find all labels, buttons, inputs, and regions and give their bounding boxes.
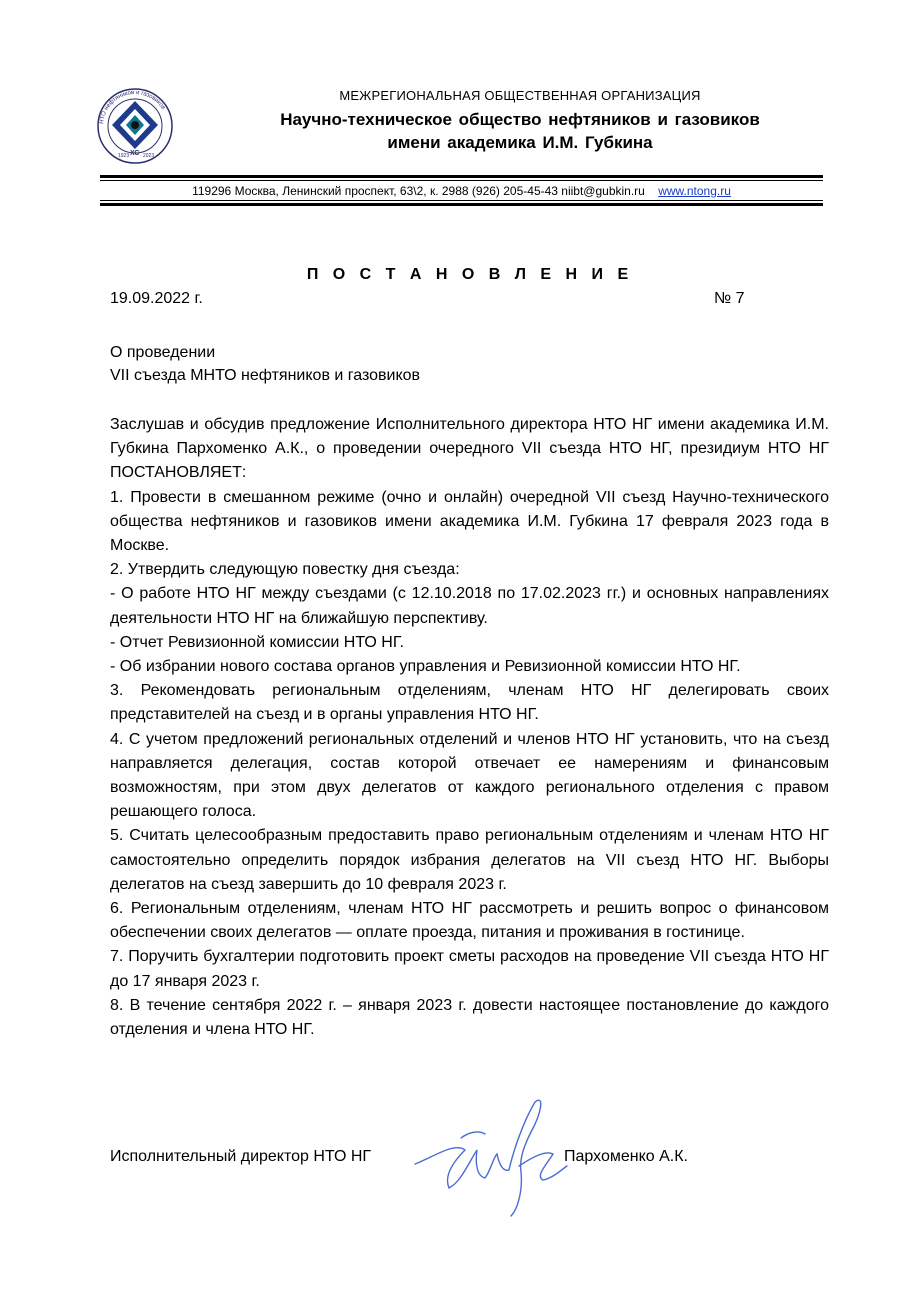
handwritten-signature bbox=[405, 1092, 590, 1222]
paragraph: 8. В течение сентября 2022 г. – января 2023 г. довести настоящее постановление до каждого отделения и члена НТО НГ. bbox=[110, 996, 829, 1039]
organization-type: МЕЖРЕГИОНАЛЬНАЯ ОБЩЕСТВЕННАЯ ОРГАНИЗАЦИЯ bbox=[339, 88, 701, 103]
signatory-role: Исполнительный директор НТО НГ bbox=[110, 1148, 372, 1165]
paragraph: - Отчет Ревизионной комиссии НТО НГ. bbox=[110, 633, 404, 651]
organization-name-line1: Научно-техническое общество нефтяников и газовиков bbox=[280, 110, 760, 129]
subject-line1: О проведении bbox=[110, 344, 216, 361]
document-subject bbox=[110, 341, 420, 387]
subject-line2: VII съезда МНТО нефтяников и газовиков bbox=[110, 367, 421, 384]
paragraph: 2. Утвердить следующую повестку дня съезда: bbox=[110, 561, 460, 579]
header-rule-top-thin bbox=[100, 180, 823, 181]
header-rule-top-thick bbox=[100, 175, 823, 178]
website-link[interactable]: www.ntong.ru bbox=[658, 184, 731, 198]
document-title: П О С Т А Н О В Л Е Н И Е bbox=[306, 266, 634, 283]
organization-name bbox=[230, 108, 810, 154]
signatory-name: Пархоменко А.К. bbox=[564, 1148, 688, 1165]
header-rule-bottom-thick bbox=[100, 203, 823, 206]
paragraph: - Об избрании нового состава органов управления и Ревизионной комиссии НТО НГ. bbox=[110, 658, 741, 676]
organization-logo bbox=[96, 87, 174, 165]
svg-text:ХС: ХС bbox=[130, 150, 140, 157]
document-date: 19.09.2022 г. bbox=[110, 290, 203, 307]
paragraph: 7. Поручить бухгалтерии подготовить проект сметы расходов на проведение VII съезда НТО НГ до 17 января 2023 г. bbox=[110, 948, 829, 990]
document-number: № 7 bbox=[714, 290, 745, 307]
document-body bbox=[110, 413, 829, 1042]
svg-text:2023: 2023 bbox=[143, 153, 155, 159]
paragraph: 1. Провести в смешанном режиме (очно и онлайн) очередной VII съезд Научно-технического общества нефтяников и газовиков имени академика И.М. Губкина 17 февраля 2023 года в Москве. bbox=[110, 488, 829, 555]
paragraph: - О работе НТО НГ между съездами (с 12.10.2018 по 17.02.2023 гг.) и основных направлениях деятельности НТО НГ на ближайшую перспективу. bbox=[110, 585, 829, 627]
paragraph: 3. Рекомендовать региональным отделениям, членам НТО НГ делегировать своих представителей на съезд и в органы управления НТО НГ. bbox=[110, 682, 829, 724]
paragraph: Заслушав и обсудив предложение Исполнительного директора НТО НГ имени академика И.М. Губкина Пархоменко А.К., о проведении очередного VII съезда НТО НГ, президиум НТО НГ ПОСТАНОВЛЯЕТ: bbox=[110, 416, 829, 482]
paragraph: 5. Считать целесообразным предоставить право региональным отделениям и членам НТО НГ самостоятельно определить порядок избрания делегатов на VII съезд НТО НГ. Выборы делегатов на съезд завершить до 10 февраля 2023 г. bbox=[110, 827, 829, 893]
contacts-text: 119296 Москва, Ленинский проспект, 63\2, к. 2988 (926) 205-45-43 niibt@gubkin.ru bbox=[192, 184, 645, 198]
organization-name-line2: имени академика И.М. Губкина bbox=[387, 133, 653, 152]
paragraph: 4. С учетом предложений региональных отделений и членов НТО НГ установить, что на съезд направляется делегация, состав которой отвечает ее намерениям и финансовым возможностям, при этом двух делегатов от каждого регионального отделения с правом решающего голоса. bbox=[110, 730, 829, 821]
svg-text:НТО нефтяников и газовиков: НТО нефтяников и газовиков bbox=[99, 89, 166, 125]
paragraph: 6. Региональным отделениям, членам НТО НГ рассмотреть и решить вопрос о финансовом обеспечении своих делегатов — оплате проезда, питания и проживания в гостинице. bbox=[110, 900, 829, 942]
svg-text:1923: 1923 bbox=[118, 153, 130, 159]
contacts-line bbox=[100, 184, 823, 198]
header-rule-bottom-thin bbox=[100, 200, 823, 201]
